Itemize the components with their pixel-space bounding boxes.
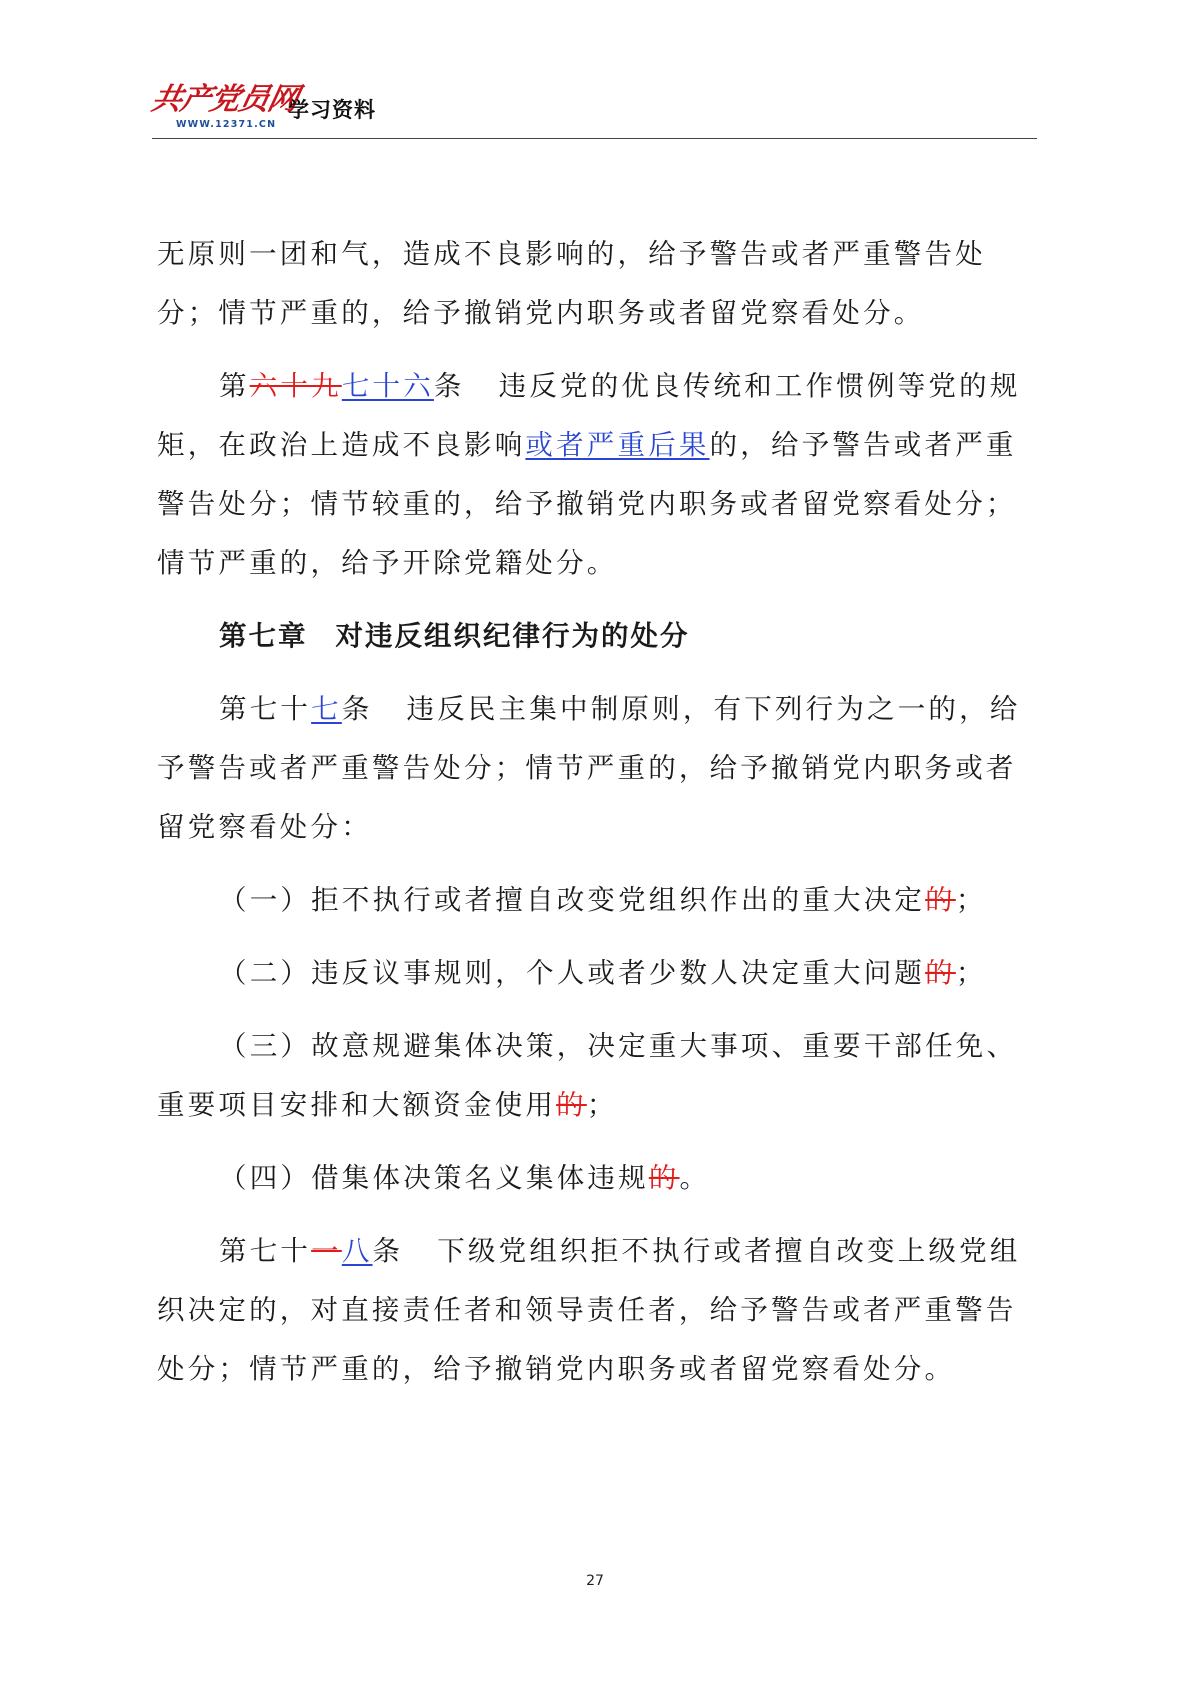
list-item-end: ； xyxy=(955,884,987,916)
article-78 xyxy=(157,1222,1039,1399)
list-item-end: ； xyxy=(955,957,987,989)
chapter-title: 对违反组织纪律行为的处分 xyxy=(335,620,690,652)
header-divider xyxy=(152,138,1037,139)
list-item-end: ； xyxy=(586,1089,618,1121)
deleted-text: 一 xyxy=(311,1235,342,1267)
inserted-text: 八 xyxy=(341,1235,373,1267)
article-77 xyxy=(157,680,1039,857)
site-logo: 共产党员网 xyxy=(148,82,301,117)
site-url: WWW.12371.CN xyxy=(176,119,277,130)
article-text: 的，给予警告或者严重警告处分；情节较重的，给予撤销党内职务或者留党察看处分；情节严重的，给予开除党籍处分。 xyxy=(157,429,1017,579)
list-item xyxy=(157,944,1039,1003)
chapter-heading xyxy=(157,607,1039,666)
list-item-text: （二）违反议事规则，个人或者少数人决定重大问题 xyxy=(219,957,926,989)
deleted-text: 的 xyxy=(556,1089,587,1121)
deleted-text: 的 xyxy=(648,1162,680,1194)
article-prefix: 第七十 xyxy=(219,693,312,725)
inserted-text: 七 xyxy=(311,693,342,725)
header-label: 学习资料 xyxy=(288,98,376,122)
article-prefix: 第 xyxy=(219,370,250,402)
list-item xyxy=(157,1149,1039,1208)
list-item-text: （四）借集体决策名义集体违规 xyxy=(219,1162,649,1194)
list-item xyxy=(157,871,1039,930)
page-number: 27 xyxy=(586,1573,604,1589)
chapter-number: 第七章 xyxy=(219,620,308,652)
page-header xyxy=(148,78,1037,140)
list-item-end: 。 xyxy=(679,1162,711,1194)
deleted-text: 六十九 xyxy=(249,370,342,402)
inserted-text: 七十六 xyxy=(341,370,434,402)
article-prefix: 第七十 xyxy=(219,1235,312,1267)
article-suffix: 条 xyxy=(433,370,465,402)
deleted-text: 的 xyxy=(925,884,956,916)
list-item-text: （三）故意规避集体决策，决定重大事项、重要干部任免、重要项目安排和大额资金使用 xyxy=(157,1030,1018,1121)
deleted-text: 的 xyxy=(925,957,956,989)
article-text: 违反党的优良传统和工作惯例等党的规矩，在政治上造成不良影响 xyxy=(157,370,1021,461)
article-76 xyxy=(157,357,1039,593)
article-suffix: 条 xyxy=(372,1235,404,1267)
article-suffix: 条 xyxy=(341,693,373,725)
document-body xyxy=(157,225,1039,1399)
article-text: 违反民主集中制原则，有下列行为之一的，给予警告或者严重警告处分；情节严重的，给予撤销党内职务或者留党察看处分： xyxy=(157,693,1021,843)
inserted-text: 或者严重后果 xyxy=(525,429,710,461)
article-text: 下级党组织拒不执行或者擅自改变上级党组织决定的，对直接责任者和领导责任者，给予警告或者严重警告处分；情节严重的，给予撤销党内职务或者留党察看处分。 xyxy=(157,1235,1021,1385)
list-item-text: （一）拒不执行或者擅自改变党组织作出的重大决定 xyxy=(219,884,926,916)
list-item xyxy=(157,1017,1039,1135)
paragraph-continuation: 无原则一团和气，造成不良影响的，给予警告或者严重警告处分；情节严重的，给予撤销党内职务或者留党察看处分。 xyxy=(157,238,986,329)
